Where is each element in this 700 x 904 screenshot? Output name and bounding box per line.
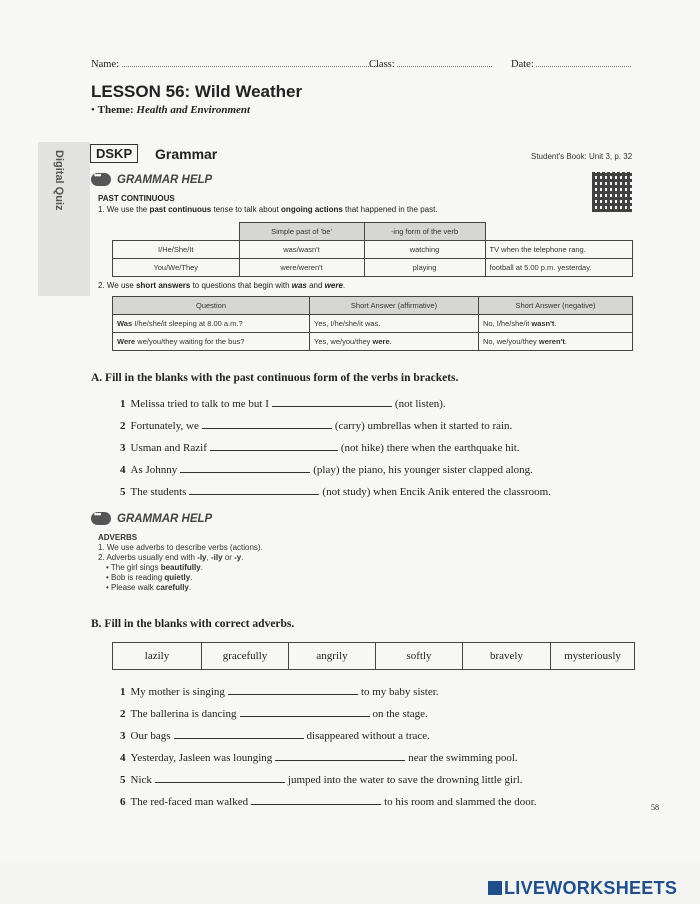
liveworksheets-logo: LIVEWORKSHEETS: [488, 878, 677, 899]
answer-blank[interactable]: [202, 427, 332, 429]
name-field: [91, 58, 377, 70]
liveworksheets-icon: [488, 881, 502, 895]
grammar-help-heading: ••• GRAMMAR HELP: [91, 173, 212, 186]
exercise-a-item-1: 1 Melissa tried to talk to me but I (not listen).: [120, 398, 446, 410]
exercise-b-item-5: 5 Nick jumped into the water to save the drowning little girl.: [120, 774, 523, 786]
answer-blank[interactable]: [180, 471, 310, 473]
answer-blank[interactable]: [272, 405, 392, 407]
table-row: You/We/They were/weren't playing football at 5.00 p.m. yesterday.: [113, 259, 633, 277]
exercise-b-heading: B. Fill in the blanks with correct adverbs.: [91, 618, 295, 630]
past-continuous-subtitle: PAST CONTINUOUS: [98, 194, 175, 203]
past-continuous-rule-1: 1. We use the past continuous tense to talk about ongoing actions that happened in the past.: [98, 205, 438, 214]
section-heading-grammar: Grammar: [155, 146, 218, 162]
adverbs-subtitle: ADVERBS: [98, 533, 138, 542]
qr-code-icon[interactable]: [592, 172, 632, 212]
lesson-title: LESSON 56: Wild Weather: [91, 82, 303, 101]
word-bank-item[interactable]: softly: [376, 643, 463, 669]
grammar-help-heading-2: ••• GRAMMAR HELP: [91, 512, 212, 525]
answer-blank[interactable]: [174, 737, 304, 739]
answer-blank[interactable]: [155, 781, 285, 783]
adverb-example: • The girl sings beautifully.: [106, 563, 203, 572]
exercise-a-item-3: 3 Usman and Razif (not hike) there when the earthquake hit.: [120, 442, 520, 454]
answer-blank[interactable]: [189, 493, 319, 495]
answer-blank[interactable]: [240, 715, 370, 717]
exercise-a-item-5: 5 The students (not study) when Encik Anik entered the classroom.: [120, 486, 551, 498]
adverb-example: • Please walk carefully.: [106, 583, 192, 592]
answer-blank[interactable]: [251, 803, 381, 805]
class-input-line[interactable]: [397, 58, 492, 67]
adverbs-rule-2: 2. Adverbs usually end with -ly, -ily or -y.: [98, 553, 244, 562]
word-bank-item[interactable]: mysteriously: [564, 650, 621, 662]
exercise-a-item-2: 2 Fortunately, we (carry) umbrellas when it started to rain.: [120, 420, 513, 432]
answer-blank[interactable]: [210, 449, 338, 451]
exercise-b-item-2: 2 The ballerina is dancing on the stage.: [120, 708, 428, 720]
past-continuous-table: Simple past of 'be' -ing form of the verb I/He/She/It was/wasn't watching TV when the telephone rang. You/We/They were/weren't playing football at 5.00 p.m. yesterday.: [112, 222, 633, 277]
speech-bubble-icon: [91, 512, 111, 525]
digital-quiz-tab[interactable]: [38, 142, 90, 296]
word-bank-item[interactable]: gracefully: [202, 643, 289, 669]
date-input-line[interactable]: [536, 58, 631, 67]
word-bank-item[interactable]: lazily: [113, 643, 202, 669]
word-bank-item[interactable]: bravely: [463, 643, 551, 669]
exercise-b-item-4: 4 Yesterday, Jasleen was lounging near the swimming pool.: [120, 752, 518, 764]
name-label: Name:: [91, 59, 119, 70]
word-bank: [112, 642, 635, 670]
lesson-theme: • Theme: Health and Environment: [91, 104, 251, 116]
table-row: Were we/you/they waiting for the bus? Yes, we/you/they were. No, we/you/they weren't.: [113, 333, 633, 351]
answer-blank[interactable]: [275, 759, 405, 761]
adverb-example: • Bob is reading quietly.: [106, 573, 193, 582]
exercise-b-item-6: 6 The red-faced man walked to his room and slammed the door.: [120, 796, 537, 808]
date-label: Date:: [511, 59, 534, 70]
page-number: 58: [651, 803, 659, 812]
table-row: I/He/She/It was/wasn't watching TV when the telephone rang.: [113, 241, 633, 259]
answer-blank[interactable]: [228, 693, 358, 695]
exercise-b-item-3: 3 Our bags disappeared without a trace.: [120, 730, 430, 742]
exercise-b-item-1: 1 My mother is singing to my baby sister.: [120, 686, 439, 698]
exercise-a-heading: A. Fill in the blanks with the past continuous form of the verbs in brackets.: [91, 372, 459, 384]
book-reference: Student's Book: Unit 3, p. 32: [531, 152, 633, 161]
short-answers-rule: 2. We use short answers to questions that begin with was and were.: [98, 281, 346, 290]
date-field: [511, 58, 631, 70]
dskp-badge: DSKP: [90, 144, 138, 163]
class-label: Class:: [369, 59, 395, 70]
name-input-line[interactable]: [122, 58, 377, 67]
speech-bubble-icon: [91, 173, 111, 186]
adverbs-rule-1: 1. We use adverbs to describe verbs (actions).: [98, 543, 263, 552]
table-row: Was I/he/she/it sleeping at 8.00 a.m.? Yes, I/he/she/it was. No, I/he/she/it wasn't.: [113, 315, 633, 333]
class-field: [369, 58, 492, 70]
short-answers-table: Question Short Answer (affirmative) Short Answer (negative) Was I/he/she/it sleeping at 8.00 a.m.? Yes, I/he/she/it was. No, I/he/she/it wasn't. Were we/you/they waiting for the bus? Yes, we/you/they were. No, we/you/they weren't.: [112, 296, 633, 351]
digital-quiz-label: Digital Quiz: [53, 150, 65, 211]
exercise-a-item-4: 4 As Johnny (play) the piano, his younger sister clapped along.: [120, 464, 533, 476]
word-bank-item[interactable]: angrily: [289, 643, 376, 669]
